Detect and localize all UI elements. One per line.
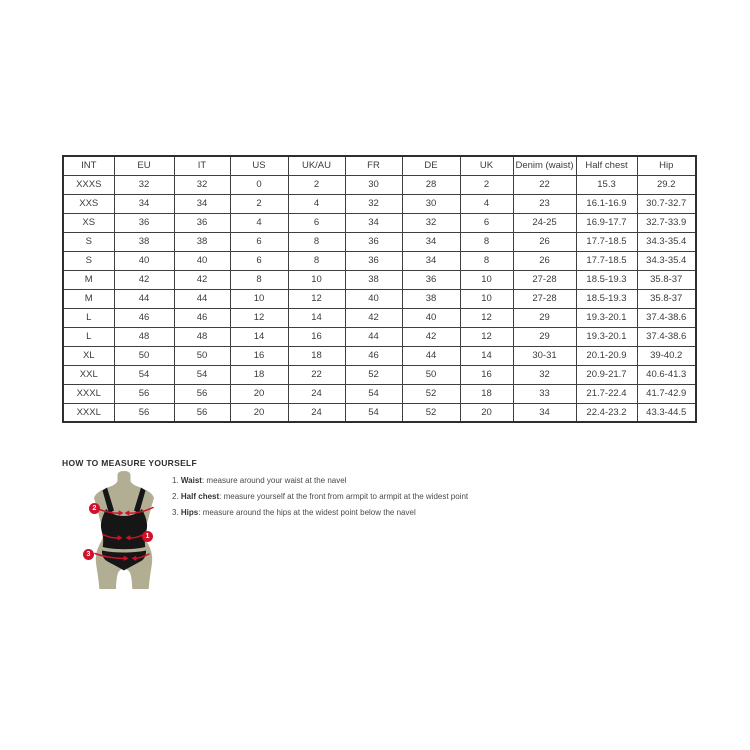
table-cell: 17.7-18.5	[576, 251, 637, 270]
size-label-cell: XXL	[63, 365, 114, 384]
table-cell: 44	[345, 327, 402, 346]
table-cell: 17.7-18.5	[576, 232, 637, 251]
table-cell: 38	[402, 289, 460, 308]
table-cell: 40	[345, 289, 402, 308]
table-cell: 34.3-35.4	[637, 251, 696, 270]
column-header: FR	[345, 156, 402, 175]
table-row	[63, 403, 696, 422]
table-cell: 40.6-41.3	[637, 365, 696, 384]
table-cell: 20.9-21.7	[576, 365, 637, 384]
table-cell: 29	[513, 327, 576, 346]
table-cell: 26	[513, 232, 576, 251]
table-cell: 44	[402, 346, 460, 365]
table-cell: 18	[288, 346, 345, 365]
table-cell: 14	[230, 327, 288, 346]
table-cell: 12	[230, 308, 288, 327]
table-cell: 36	[174, 213, 230, 232]
table-cell: 50	[114, 346, 174, 365]
size-label-cell: L	[63, 327, 114, 346]
instruction-label: Hips	[180, 508, 199, 517]
instruction-text: : measure yourself at the front from armpit to armpit at the widest point	[219, 492, 469, 501]
table-cell: 32.7-33.9	[637, 213, 696, 232]
size-label-cell: XXXL	[63, 403, 114, 422]
column-header: INT	[63, 156, 114, 175]
table-cell: 34	[114, 194, 174, 213]
table-row	[63, 175, 696, 194]
table-cell: 20	[460, 403, 513, 422]
table-cell: 16	[288, 327, 345, 346]
column-header: EU	[114, 156, 174, 175]
table-cell: 8	[288, 232, 345, 251]
table-cell: 16.9-17.7	[576, 213, 637, 232]
table-cell: 28	[402, 175, 460, 194]
figure-marker-waist: 1	[142, 531, 153, 542]
instruction-line	[172, 489, 468, 505]
column-header: UK/AU	[288, 156, 345, 175]
table-cell: 32	[174, 175, 230, 194]
table-cell: 29.2	[637, 175, 696, 194]
instruction-number: 1.	[172, 476, 181, 485]
table-cell: 50	[174, 346, 230, 365]
table-cell: 54	[345, 384, 402, 403]
table-cell: 48	[114, 327, 174, 346]
table-cell: 18.5-19.3	[576, 289, 637, 308]
table-cell: 34	[402, 232, 460, 251]
instruction-line	[172, 473, 468, 489]
table-cell: 12	[460, 327, 513, 346]
instruction-label: Waist	[180, 476, 202, 485]
table-row	[63, 384, 696, 403]
measurement-figure	[78, 470, 170, 592]
table-cell: 38	[114, 232, 174, 251]
table-row	[63, 194, 696, 213]
table-cell: 34	[345, 213, 402, 232]
instruction-text: : measure around the hips at the widest point below the navel	[198, 508, 416, 517]
column-header: US	[230, 156, 288, 175]
table-cell: 19.3-20.1	[576, 327, 637, 346]
table-row	[63, 346, 696, 365]
figure-marker-hips: 3	[83, 549, 94, 560]
table-cell: 30	[402, 194, 460, 213]
table-cell: 18	[230, 365, 288, 384]
table-cell: 6	[460, 213, 513, 232]
table-cell: 23	[513, 194, 576, 213]
table-row	[63, 213, 696, 232]
table-cell: 34	[513, 403, 576, 422]
table-cell: 20	[230, 384, 288, 403]
table-cell: 50	[402, 365, 460, 384]
table-cell: 34.3-35.4	[637, 232, 696, 251]
table-cell: 8	[460, 232, 513, 251]
table-cell: 46	[174, 308, 230, 327]
table-cell: 12	[288, 289, 345, 308]
size-label-cell: S	[63, 251, 114, 270]
table-cell: 52	[402, 403, 460, 422]
table-cell: 35.8-37	[637, 270, 696, 289]
table-cell: 8	[460, 251, 513, 270]
table-cell: 2	[288, 175, 345, 194]
table-cell: 40	[402, 308, 460, 327]
table-cell: 42	[345, 308, 402, 327]
table-cell: 16	[230, 346, 288, 365]
table-row	[63, 251, 696, 270]
table-cell: 29	[513, 308, 576, 327]
table-cell: 44	[114, 289, 174, 308]
table-cell: 46	[114, 308, 174, 327]
table-cell: 21.7-22.4	[576, 384, 637, 403]
table-cell: 56	[114, 403, 174, 422]
table-cell: 52	[345, 365, 402, 384]
table-cell: 22.4-23.2	[576, 403, 637, 422]
table-cell: 56	[174, 384, 230, 403]
table-cell: 2	[230, 194, 288, 213]
table-cell: 10	[460, 270, 513, 289]
table-cell: 46	[345, 346, 402, 365]
table-cell: 20.1-20.9	[576, 346, 637, 365]
size-label-cell: XS	[63, 213, 114, 232]
table-cell: 38	[174, 232, 230, 251]
table-cell: 40	[114, 251, 174, 270]
table-cell: 30.7-32.7	[637, 194, 696, 213]
table-cell: 48	[174, 327, 230, 346]
table-cell: 54	[114, 365, 174, 384]
table-cell: 6	[230, 232, 288, 251]
size-label-cell: M	[63, 289, 114, 308]
table-cell: 36	[402, 270, 460, 289]
table-cell: 54	[345, 403, 402, 422]
table-cell: 24	[288, 403, 345, 422]
column-header: IT	[174, 156, 230, 175]
table-cell: 22	[513, 175, 576, 194]
instruction-number: 2.	[172, 492, 181, 501]
table-cell: 27-28	[513, 289, 576, 308]
table-cell: 12	[460, 308, 513, 327]
table-cell: 8	[288, 251, 345, 270]
table-cell: 19.3-20.1	[576, 308, 637, 327]
instruction-line	[172, 505, 468, 521]
size-label-cell: XXXL	[63, 384, 114, 403]
table-cell: 32	[402, 213, 460, 232]
table-cell: 42	[402, 327, 460, 346]
table-row	[63, 365, 696, 384]
table-cell: 56	[174, 403, 230, 422]
instruction-label: Half chest	[180, 492, 220, 501]
column-header: DE	[402, 156, 460, 175]
table-cell: 32	[345, 194, 402, 213]
table-cell: 2	[460, 175, 513, 194]
table-cell: 10	[460, 289, 513, 308]
size-label-cell: S	[63, 232, 114, 251]
column-header: Hip	[637, 156, 696, 175]
how-to-measure-heading: HOW TO MEASURE YOURSELF	[62, 458, 198, 468]
table-cell: 34	[402, 251, 460, 270]
table-cell: 30-31	[513, 346, 576, 365]
table-cell: 41.7-42.9	[637, 384, 696, 403]
table-cell: 36	[345, 232, 402, 251]
table-cell: 4	[230, 213, 288, 232]
table-cell: 24	[288, 384, 345, 403]
table-cell: 24-25	[513, 213, 576, 232]
table-row	[63, 232, 696, 251]
table-cell: 8	[230, 270, 288, 289]
table-cell: 39-40.2	[637, 346, 696, 365]
size-label-cell: M	[63, 270, 114, 289]
table-cell: 32	[114, 175, 174, 194]
table-cell: 4	[460, 194, 513, 213]
table-cell: 6	[288, 213, 345, 232]
table-cell: 44	[174, 289, 230, 308]
table-cell: 36	[114, 213, 174, 232]
table-cell: 6	[230, 251, 288, 270]
table-row	[63, 308, 696, 327]
size-label-cell: XXS	[63, 194, 114, 213]
table-cell: 37.4-38.6	[637, 308, 696, 327]
table-cell: 16	[460, 365, 513, 384]
table-cell: 22	[288, 365, 345, 384]
table-cell: 18	[460, 384, 513, 403]
instruction-number: 3.	[172, 508, 181, 517]
table-row	[63, 327, 696, 346]
table-cell: 14	[460, 346, 513, 365]
table-cell: 42	[174, 270, 230, 289]
size-chart-table	[62, 155, 697, 423]
table-row	[63, 270, 696, 289]
measurement-instructions	[172, 473, 468, 521]
table-cell: 35.8-37	[637, 289, 696, 308]
table-row	[63, 289, 696, 308]
table-cell: 14	[288, 308, 345, 327]
table-cell: 26	[513, 251, 576, 270]
size-label-cell: XL	[63, 346, 114, 365]
table-cell: 0	[230, 175, 288, 194]
table-cell: 20	[230, 403, 288, 422]
table-cell: 42	[114, 270, 174, 289]
table-cell: 30	[345, 175, 402, 194]
mannequin-illustration	[78, 470, 170, 592]
table-cell: 40	[174, 251, 230, 270]
column-header: UK	[460, 156, 513, 175]
column-header: Half chest	[576, 156, 637, 175]
table-header-row	[63, 156, 696, 175]
table-cell: 33	[513, 384, 576, 403]
table-cell: 43.3-44.5	[637, 403, 696, 422]
column-header: Denim (waist)	[513, 156, 576, 175]
table-cell: 10	[230, 289, 288, 308]
table-cell: 56	[114, 384, 174, 403]
table-cell: 52	[402, 384, 460, 403]
instruction-text: : measure around your waist at the navel	[201, 476, 347, 485]
table-cell: 54	[174, 365, 230, 384]
table-cell: 15.3	[576, 175, 637, 194]
table-cell: 18.5-19.3	[576, 270, 637, 289]
table-cell: 4	[288, 194, 345, 213]
figure-marker-half-chest: 2	[89, 503, 100, 514]
size-label-cell: XXXS	[63, 175, 114, 194]
table-cell: 34	[174, 194, 230, 213]
table-cell: 36	[345, 251, 402, 270]
table-cell: 27-28	[513, 270, 576, 289]
table-cell: 38	[345, 270, 402, 289]
table-cell: 37.4-38.6	[637, 327, 696, 346]
table-cell: 32	[513, 365, 576, 384]
table-cell: 16.1-16.9	[576, 194, 637, 213]
table-cell: 10	[288, 270, 345, 289]
size-label-cell: L	[63, 308, 114, 327]
